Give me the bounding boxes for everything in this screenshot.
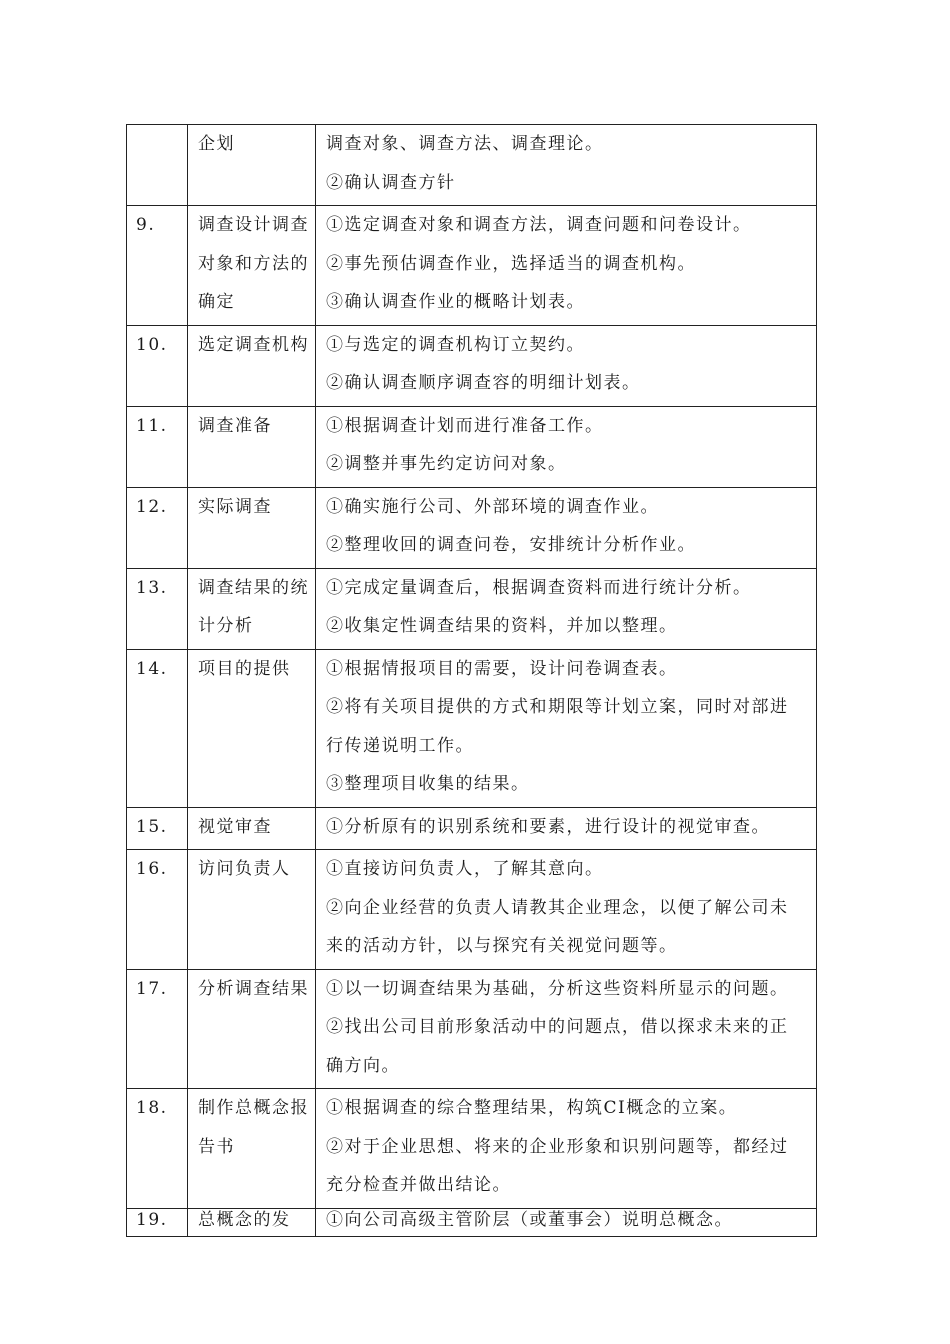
step-title: 调查结果的统计分析 <box>188 568 316 649</box>
step-description <box>316 406 817 487</box>
step-title: 视觉审查 <box>188 807 316 850</box>
step-number: 15. <box>127 807 188 850</box>
step-title: 选定调查机构 <box>188 325 316 406</box>
description-line: ③确认调查作业的概略计划表。 <box>326 292 585 312</box>
step-number: 14. <box>127 649 188 807</box>
description-line: ①根据情报项目的需要，设计问卷调查表。 <box>326 658 678 679</box>
description-line: ②确认调查顺序调查容的明细计划表。 <box>326 373 641 393</box>
step-number: 12. <box>127 487 188 568</box>
step-title: 调查准备 <box>188 406 316 487</box>
step-description <box>316 649 817 807</box>
step-number: 10. <box>127 325 188 406</box>
description-line: ①向公司高级主管阶层（或董事会）说明总概念。 <box>326 1209 733 1230</box>
description-line: ②整理收回的调查问卷，安排统计分析作业。 <box>326 535 696 555</box>
step-description <box>316 487 817 568</box>
table-body <box>127 125 817 1237</box>
step-number <box>127 125 188 206</box>
step-number: 11. <box>127 406 188 487</box>
description-line: ①与选定的调查机构订立契约。 <box>326 334 585 355</box>
step-number: 17. <box>127 969 188 1089</box>
description-line: ①以一切调查结果为基础，分析这些资料所显示的问题。 <box>326 978 789 999</box>
step-title: 总概念的发 <box>188 1208 316 1236</box>
step-number: 13. <box>127 568 188 649</box>
step-number: 19. <box>127 1208 188 1236</box>
step-number: 9. <box>127 206 188 326</box>
step-description <box>316 1089 817 1209</box>
step-number: 18. <box>127 1089 188 1209</box>
description-line: ①分析原有的识别系统和要素，进行设计的视觉审查。 <box>326 816 770 837</box>
step-description <box>316 125 817 206</box>
step-description <box>316 969 817 1089</box>
description-line: ②对于企业思想、将来的企业形象和识别问题等，都经过充分检查并做出结论。 <box>326 1136 789 1195</box>
table-row <box>127 125 817 206</box>
step-title: 分析调查结果 <box>188 969 316 1089</box>
step-description <box>316 1208 817 1236</box>
description-line: ③整理项目收集的结果。 <box>326 774 530 794</box>
description-line: ②找出公司目前形象活动中的问题点，借以探求未来的正确方向。 <box>326 1017 789 1076</box>
description-line: 调查对象、调查方法、调查理论。 <box>326 134 604 154</box>
table-row <box>127 807 817 850</box>
step-description <box>316 568 817 649</box>
table-row <box>127 1208 817 1236</box>
description-line: ①根据调查的综合整理结果，构筑CI概念的立案。 <box>326 1098 738 1118</box>
table-row <box>127 487 817 568</box>
table-row <box>127 325 817 406</box>
table-row <box>127 649 817 807</box>
step-title: 实际调查 <box>188 487 316 568</box>
table-row <box>127 1089 817 1209</box>
description-line: ②事先预估调查作业，选择适当的调查机构。 <box>326 253 696 274</box>
description-line: ②将有关项目提供的方式和期限等计划立案，同时对部进行传递说明工作。 <box>326 697 789 756</box>
description-line: ②收集定性调查结果的资料，并加以整理。 <box>326 616 678 636</box>
description-line: ②确认调查方针 <box>326 172 456 193</box>
description-line: ②向企业经营的负责人请教其企业理念，以便了解公司未来的活动方针，以与探究有关视觉问题等。 <box>326 897 789 956</box>
step-number: 16. <box>127 850 188 970</box>
description-line: ①完成定量调查后，根据调查资料而进行统计分析。 <box>326 577 752 598</box>
step-title: 调查设计调查对象和方法的确定 <box>188 206 316 326</box>
step-description <box>316 206 817 326</box>
table-row <box>127 406 817 487</box>
description-line: ①直接访问负责人，了解其意向。 <box>326 859 604 879</box>
description-line: ①根据调查计划而进行准备工作。 <box>326 415 604 436</box>
step-description <box>316 325 817 406</box>
step-title: 访问负责人 <box>188 850 316 970</box>
table-row <box>127 568 817 649</box>
ci-process-table <box>126 124 817 1237</box>
step-description <box>316 807 817 850</box>
table-row <box>127 969 817 1089</box>
description-line: ②调整并事先约定访问对象。 <box>326 454 567 474</box>
table-row <box>127 206 817 326</box>
step-title: 制作总概念报告书 <box>188 1089 316 1209</box>
step-title: 项目的提供 <box>188 649 316 807</box>
step-description <box>316 850 817 970</box>
description-line: ①选定调查对象和调查方法，调查问题和问卷设计。 <box>326 215 752 235</box>
description-line: ①确实施行公司、外部环境的调查作业。 <box>326 496 659 517</box>
table-row <box>127 850 817 970</box>
step-title: 企划 <box>188 125 316 206</box>
